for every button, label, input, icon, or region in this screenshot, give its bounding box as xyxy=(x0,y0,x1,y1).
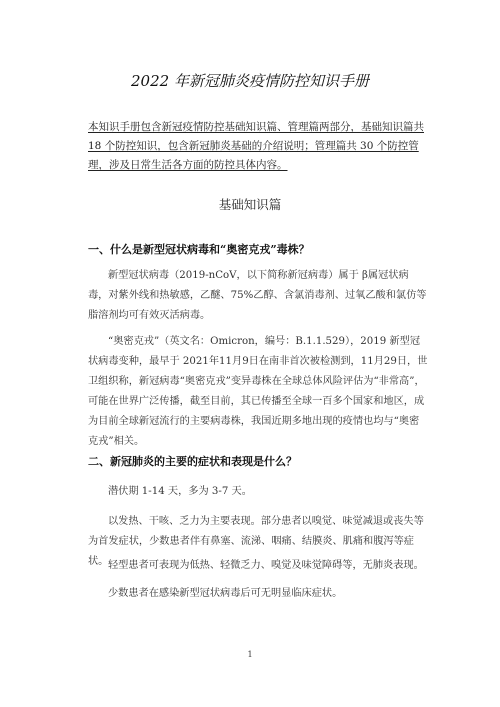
question-1-paragraph-1: 新型冠状病毒（2019-nCoV，以下简称新冠病毒）属于 β属冠状病毒，对紫外线和热敏感，乙醚、75%乙醇、含氯消毒剂、过氧乙酸和氯仿等脂溶剂均可有效灭活病毒。 xyxy=(88,270,427,321)
question-2-heading: 二、新冠肺炎的主要的症状和表现是什么？ xyxy=(88,455,297,468)
document-title: 2022 年新冠肺炎疫情防控知识手册 xyxy=(131,72,369,90)
intro-paragraph: 本知识手册包含新冠疫情防控基础知识篇、管理篇两部分，基础知识篇共 18 个防控知识，包含新冠肺炎基础的介绍说明；管理篇共 30 个防控管理，涉及日常生活各方面的防控具体内容。 xyxy=(88,121,424,171)
question-2-paragraph-4: 少数患者在感染新型冠状病毒后可无明显临床症状。 xyxy=(108,588,343,599)
question-2-paragraph-1: 潜伏期 1-14 天，多为 3-7 天。 xyxy=(108,486,252,497)
question-1-paragraph-2: “奥密克戎”（英文名：Omicron，编号：B.1.1.529），2019 新型冠状病毒变种，最早于 2021年11月9日在南非首次被检测到，11月29日，世卫组织称，新冠病毒“奥密克戎”变异毒株在全球总体风险评估为“非常高”，可能在世界广泛传播，截至目前，其已传播至全球一百多个国家和地区，成为目前全球新冠流行的主要病毒株，我国近期多地出现的疫情也均与“奥密克戎”相关。 xyxy=(88,336,428,447)
question-2-paragraph-3: 轻型患者可表现为低热、轻微乏力、嗅觉及味觉障碍等，无肺炎表现。 xyxy=(108,560,424,571)
section-title: 基础知识篇 xyxy=(218,197,282,212)
page-number: 1 xyxy=(247,650,253,659)
question-1-heading: 一、什么是新型冠状病毒和“奥密克戎”毒株？ xyxy=(88,243,310,256)
question-2-paragraph-2: 以发热、干咳、乏力为主要表现。部分患者以嗅觉、味觉减退或丧失等为首发症状，少数患者伴有鼻塞、流涕、咽痛、结膜炎、肌痛和腹泻等症状。 xyxy=(88,516,424,567)
